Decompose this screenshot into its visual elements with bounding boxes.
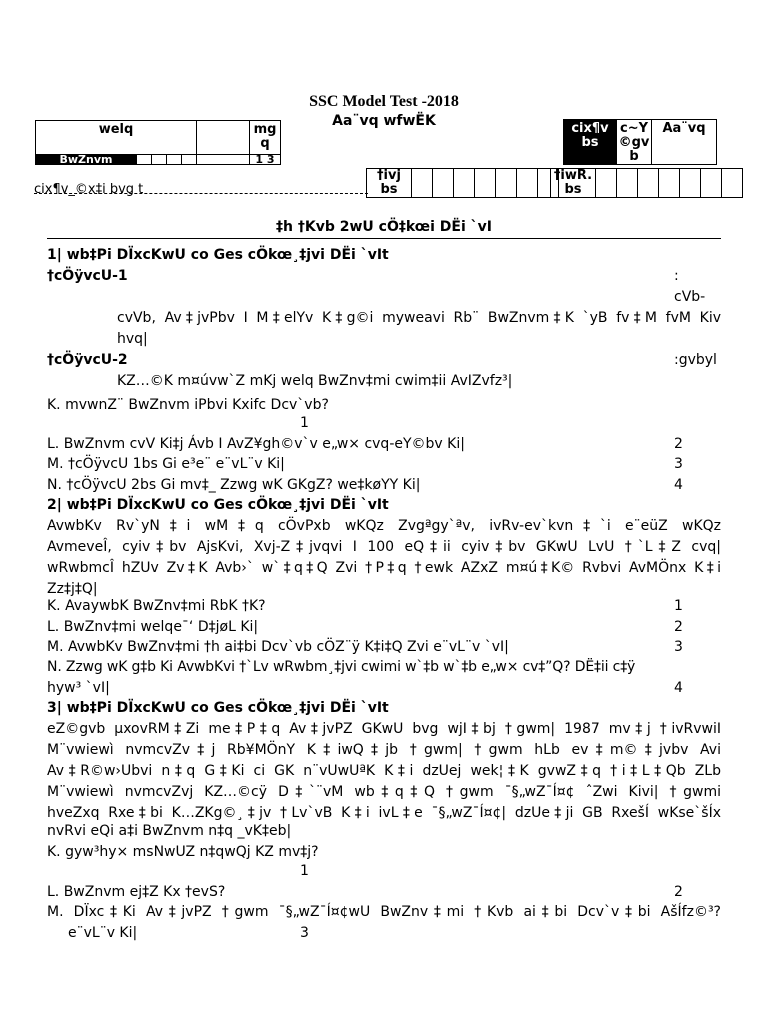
roll-digit-box[interactable] bbox=[433, 169, 454, 198]
q1-scenario2-label: †cÖÿvcU-2 bbox=[47, 352, 128, 368]
q3-stimulus-line: M¨vwiewì nvmcvZv‡j Rb¥MÖnY K‡iwQ‡jb †gwm| †gwm hLb ev‡m©‡jvbv Avi bbox=[47, 742, 721, 758]
q1-question-a: K. mvwnZ¨ BwZnvm iPbvi Kxifc Dcv`vb? bbox=[47, 397, 329, 413]
q3-mark-b: 2 bbox=[674, 884, 683, 900]
q2-question-b: L. BwZnv‡mi welqe¯‘ D‡jøL Ki| bbox=[47, 619, 259, 635]
roll-digit-box[interactable] bbox=[412, 169, 433, 198]
q1-mark-b: 2 bbox=[674, 436, 683, 452]
reg-digit-box[interactable] bbox=[659, 169, 680, 198]
q1-question-b: L. BwZnvm cvV Ki‡j Ávb I AvZ¥gh©v`v e„w× cvq-eY©bv Ki| bbox=[47, 436, 465, 452]
q2-stimulus-line: wRwbmcÎ hZUv Zv‡K Avb›` w`‡q‡Q Zvi †P‡q †ewk AZxZ m¤ú‡K© Rvbvi AvMÖnx K‡i bbox=[47, 560, 721, 576]
roll-digit-box[interactable] bbox=[454, 169, 475, 198]
registration-number-box bbox=[550, 168, 743, 198]
exam-title: SSC Model Test -2018 bbox=[309, 93, 459, 110]
chapter-label: Aa¨vq bbox=[652, 120, 717, 165]
q1-mark-c: 3 bbox=[674, 456, 683, 472]
q3-question-b: L. BwZnvm ej‡Z Kx †evS? bbox=[47, 884, 226, 900]
subject-code-box bbox=[35, 120, 281, 165]
q2-mark-b: 2 bbox=[674, 619, 683, 635]
reg-digit-box[interactable] bbox=[680, 169, 701, 198]
q1-scenario1-right: cVb- bbox=[674, 289, 706, 305]
q3-question-c-end: e¨vL¨v Ki| bbox=[68, 925, 138, 941]
reg-digit-box[interactable] bbox=[701, 169, 722, 198]
q2-question-d: N. Zzwg wK g‡b Ki AvwbKvi †`Lv wRwbm¸‡jvi cwimi w`‡b w`‡b e„w× cv‡”Q? DË‡ii c‡ÿ bbox=[47, 659, 636, 675]
q1-heading: 1| wb‡Pi DÏxcKwU co Ges cÖkœ¸‡jvi DËi `vIt bbox=[47, 247, 389, 263]
q3-stimulus-line: hveZxq Rxe‡bi K…ZKg©¸‡jv †Lv`vB K‡i ivL‡e ¯§„wZ¯Í¤¢| dzUe‡ji GB RxešÍ wKse`šÍx bbox=[47, 805, 721, 821]
q1-scenario2-right: :gvbyl bbox=[674, 352, 717, 368]
instructions: ‡h †Kvb 2wU cÖ‡kœi DËi `vI bbox=[276, 219, 492, 235]
roll-digit-box[interactable] bbox=[496, 169, 517, 198]
reg-digit-box[interactable] bbox=[722, 169, 743, 198]
exam-number-label: cix¶v bs bbox=[564, 120, 617, 165]
reg-digit-box[interactable] bbox=[596, 169, 617, 198]
q2-mark-a: 1 bbox=[674, 598, 683, 614]
q1-scenario1-colon: : bbox=[674, 268, 679, 284]
q3-stimulus-line: M¨vwiewì nvmcvZvj KZ…©cÿ D‡`¨vM wb‡q‡Q †gwm ¯§„wZ¯Í¤¢ ˆZwi Kivi| †gwmi bbox=[47, 784, 721, 800]
q2-question-a: K. AvaywbK BwZnv‡mi RbK †K? bbox=[47, 598, 266, 614]
q3-question-c: M. DÏxc‡Ki Av‡jvPZ †gwm ¯§„wZ¯Í¤¢wU BwZnv‡mi †Kvb ai‡bi Dcv`v‡bi AšÍfz©³? bbox=[47, 904, 721, 920]
q2-mark-c: 3 bbox=[674, 639, 683, 655]
reg-digit-box[interactable] bbox=[638, 169, 659, 198]
exam-subject: Aa¨vq wfwËK bbox=[332, 113, 436, 129]
history-code: 1 3 bbox=[250, 155, 281, 165]
q3-heading: 3| wb‡Pi DÏxcKwU co Ges cÖkœ¸‡jvi DËi `vIt bbox=[47, 700, 389, 716]
divider bbox=[47, 238, 721, 239]
q3-stimulus-line: nvRvi eQi a‡i BwZnvm n‡q _vK‡eb| bbox=[47, 823, 292, 839]
q3-stimulus-line: Av‡R©w›Ubvi n‡q G‡Ki ci GK n¨vUwUªK K‡i dzUej wek¦‡K gvwZ‡q †i‡L‡Qb ZLb bbox=[47, 763, 721, 779]
full-marks-label: c~Y ©gv b bbox=[617, 120, 652, 165]
roll-number-box bbox=[366, 168, 559, 198]
q1-scenario2-text: KZ…©K m¤úvw`Z mKj welq BwZnv‡mi cwim‡ii AvIZvfz³| bbox=[117, 373, 513, 389]
q3-question-a: K. gyw³hy× msNwUZ n‡qwQj KZ mv‡j? bbox=[47, 844, 319, 860]
registration-label: †iwR. bs bbox=[551, 169, 596, 198]
roll-label: †ivj bs bbox=[367, 169, 412, 198]
q2-question-d-end: hyw³ `vI| bbox=[47, 680, 110, 696]
q2-heading: 2| wb‡Pi DÏxcKwU co Ges cÖkœ¸‡jvi DËi `vIt bbox=[47, 497, 389, 513]
examinee-name-label: cix¶v_©x‡i bvg t bbox=[34, 182, 144, 197]
history-label: BwZnvm bbox=[36, 155, 137, 165]
exam-number-box bbox=[563, 119, 717, 165]
q2-stimulus-line: AvmeveÎ, cyiv‡bv AjsKvi, Xvj-Z‡jvqvi I 100 eQ‡ii cyiv‡bv GKwU LvU †`L‡Z cvq| bbox=[47, 539, 721, 555]
subject-label: welq bbox=[36, 121, 197, 155]
roll-digit-box[interactable] bbox=[517, 169, 538, 198]
q1-scenario1-text: cvVb, Av‡jvPbv I M‡elYv K‡g©i myweavi Rb¨ BwZnvm‡K `yB fv‡M fvM Kiv bbox=[117, 310, 721, 326]
q3-mark-a: 1 bbox=[300, 863, 309, 879]
q3-stimulus-line: eZ©gvb µxovRM‡Zi me‡P‡q Av‡jvPZ GKwU bvg wjI‡bj †gwm| 1987 mv‡j †ivRvwiI bbox=[47, 721, 721, 737]
q1-question-c: M. †cÖÿvcU 1bs Gi e³e¨ e¨vL¨v Ki| bbox=[47, 456, 285, 472]
q1-scenario1-text-end: hvq| bbox=[117, 331, 148, 347]
q1-mark-a: 1 bbox=[300, 415, 309, 431]
q2-stimulus-line: AvwbKv Rv`yN‡i wM‡q cÖvPxb wKQz Zvg‌ªgy`ªv, ivRv-ev`kvn‡`i e¨eüZ wKQz bbox=[47, 518, 721, 534]
roll-digit-box[interactable] bbox=[475, 169, 496, 198]
q2-question-c: M. AvwbKv BwZnv‡mi †h ai‡bi Dcv`vb cÖZ¨ÿ K‡i‡Q Zvi e¨vL¨v `vI| bbox=[47, 639, 509, 655]
q1-mark-d: 4 bbox=[674, 477, 683, 493]
q2-stimulus-line: Zz‡j‡Q| bbox=[47, 581, 98, 597]
q2-mark-d: 4 bbox=[674, 680, 683, 696]
name-dotted-line bbox=[34, 193, 368, 194]
q3-mark-c: 3 bbox=[300, 925, 309, 941]
q1-question-d: N. †cÖÿvcU 2bs Gi mv‡_ Zzwg wK GKgZ? we‡køYY Ki| bbox=[47, 477, 421, 493]
q1-scenario1-label: †cÖÿvcU-1 bbox=[47, 268, 128, 284]
reg-digit-box[interactable] bbox=[617, 169, 638, 198]
code-label: mg q bbox=[250, 121, 281, 155]
